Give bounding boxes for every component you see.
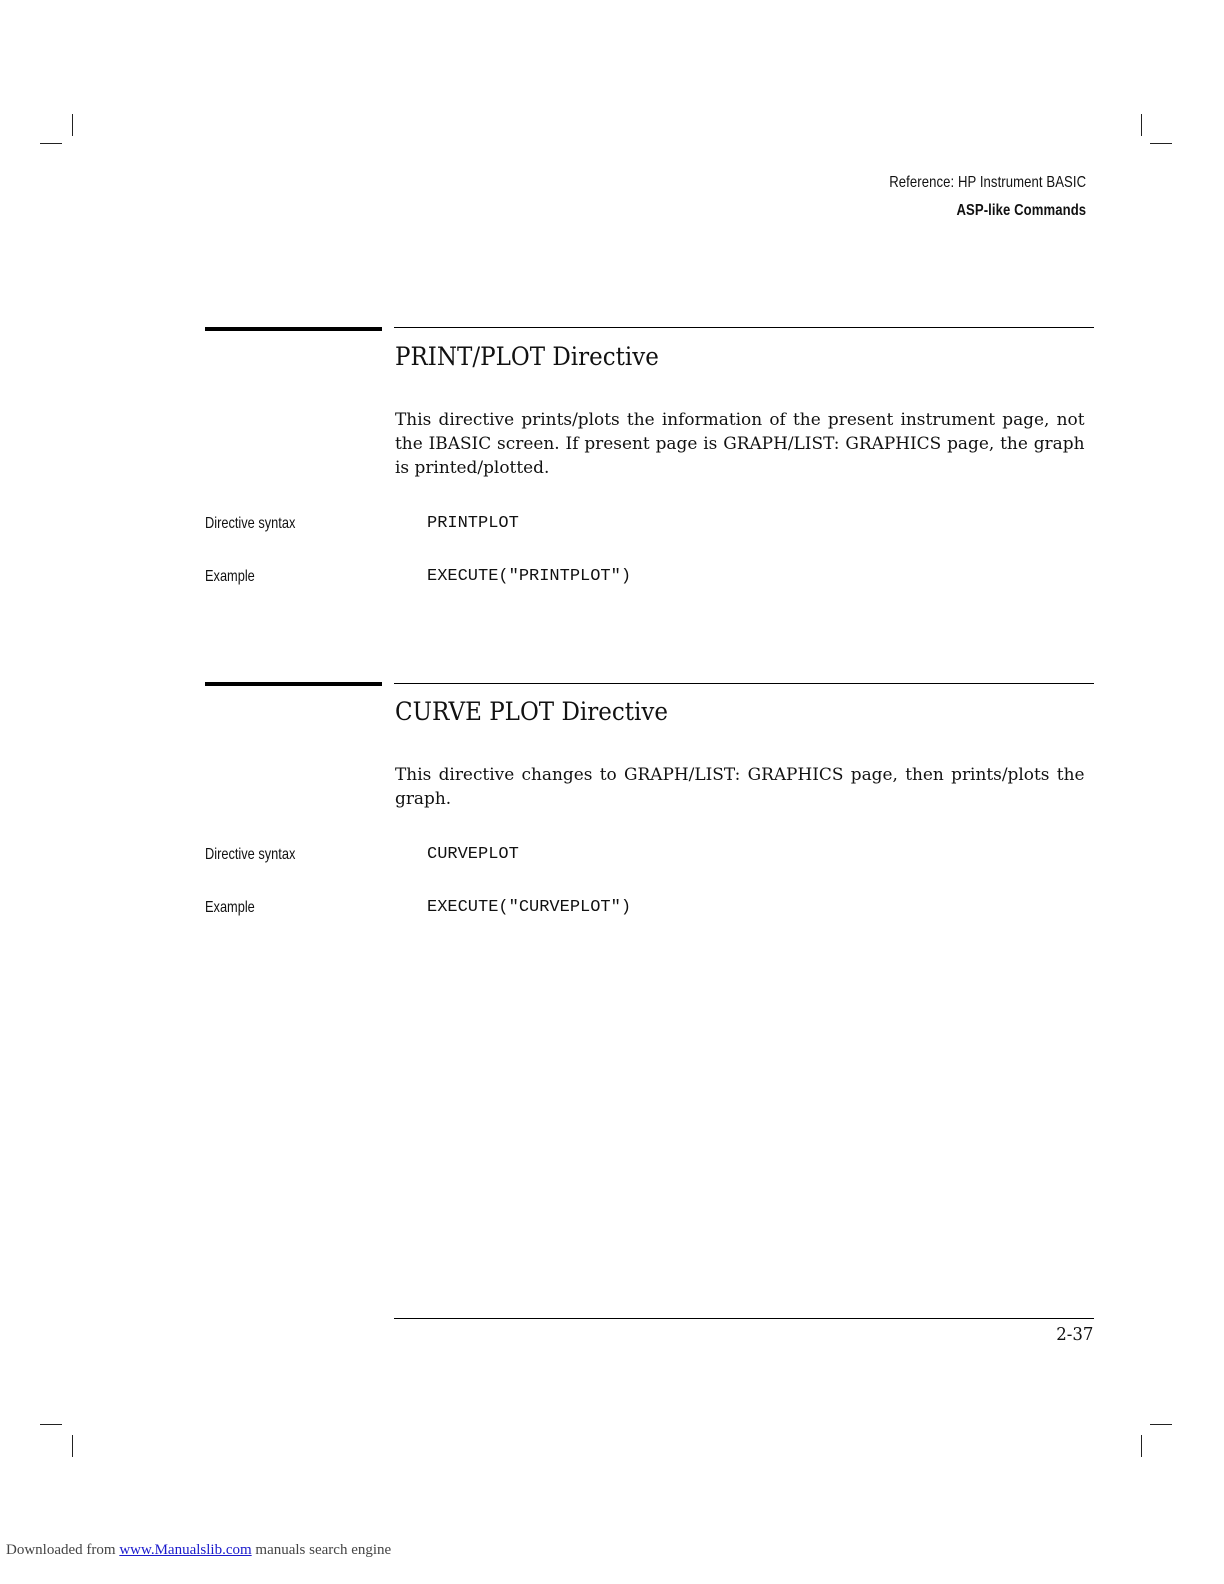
footer-rule [394, 1318, 1094, 1319]
crop-mark-top-right-horizontal [1150, 143, 1172, 144]
running-head-chapter: ASP-like Commands [956, 202, 1086, 219]
section-2-description: This directive changes to GRAPH/LIST: GRAPHICS page, then prints/plots the graph. [395, 765, 1085, 809]
running-head-reference: Reference: HP Instrument BASIC [889, 174, 1086, 191]
section-2-thin-rule [394, 683, 1094, 684]
crop-mark-bottom-right-horizontal [1150, 1424, 1172, 1425]
section-2-thick-rule [205, 682, 382, 686]
section-1-example-code: EXECUTE("PRINTPLOT") [427, 567, 632, 586]
download-suffix: manuals search engine [255, 1542, 392, 1558]
section-1-thin-rule [394, 327, 1094, 328]
crop-mark-top-left-horizontal [40, 143, 62, 144]
section-2-title: CURVE PLOT Directive [395, 697, 668, 726]
section-1-description: This directive prints/plots the information of the present instrument page, not the IBASIC screen. If present page is GRAPH/LIST: GRAPHICS page, the graph is printed/plotted. [395, 410, 1085, 478]
page-number: 2-37 [1055, 1324, 1093, 1345]
section-1-title: PRINT/PLOT Directive [395, 342, 659, 371]
crop-mark-bottom-left-vertical [72, 1435, 73, 1457]
crop-mark-bottom-left-horizontal [40, 1424, 62, 1425]
manualslib-link[interactable]: www.Manualslib.com [119, 1542, 252, 1558]
section-2-example-code: EXECUTE("CURVEPLOT") [427, 898, 632, 917]
crop-mark-bottom-right-vertical [1141, 1435, 1142, 1457]
section-1-syntax-code: PRINTPLOT [427, 514, 519, 533]
section-2-syntax-label: Directive syntax [205, 846, 296, 863]
section-1-syntax-label: Directive syntax [205, 515, 296, 532]
download-source-line [6, 1542, 391, 1559]
section-1-example-label: Example [205, 568, 255, 585]
crop-mark-top-right-vertical [1141, 114, 1142, 136]
section-2-syntax-code: CURVEPLOT [427, 845, 519, 864]
crop-mark-top-left-vertical [72, 114, 73, 136]
download-prefix: Downloaded from [6, 1542, 116, 1558]
section-1-thick-rule [205, 327, 382, 331]
section-2-example-label: Example [205, 899, 255, 916]
